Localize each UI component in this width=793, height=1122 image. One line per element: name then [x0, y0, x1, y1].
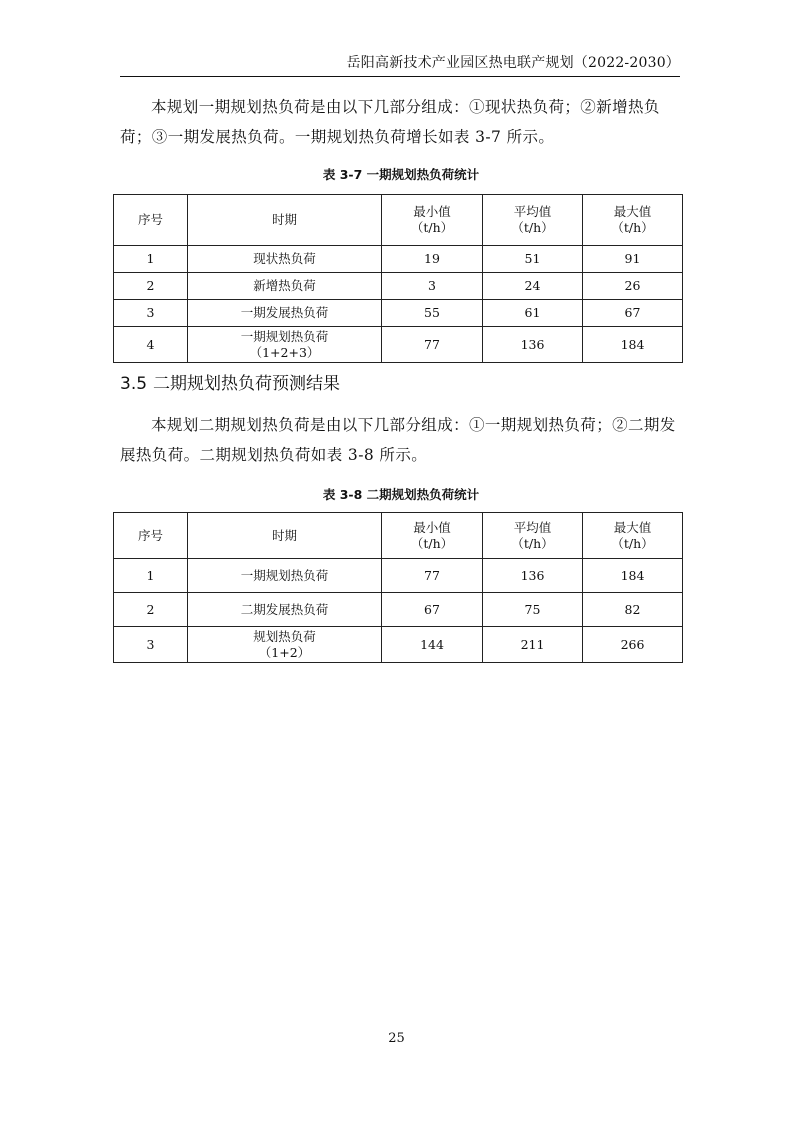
- cell-max: 184: [583, 327, 683, 363]
- cell-avg: 75: [483, 593, 583, 627]
- cell-period: 一期规划热负荷: [188, 559, 382, 593]
- col-header-period: 时期: [188, 195, 382, 246]
- cell-no: 1: [114, 246, 188, 273]
- cell-max: 266: [583, 627, 683, 663]
- cell-no: 3: [114, 627, 188, 663]
- section-title: 二期规划热负荷预测结果: [153, 374, 341, 394]
- table-row: [114, 273, 683, 300]
- cell-min: 19: [382, 246, 483, 273]
- cell-min: 77: [382, 559, 483, 593]
- table-row: [114, 627, 683, 663]
- cell-avg: 61: [483, 300, 583, 327]
- col-header-max: 最大值 （t/h）: [583, 195, 683, 246]
- table-3-7-caption: 表 3-7 一期规划热负荷统计: [322, 167, 480, 182]
- cell-no: 3: [114, 300, 188, 327]
- paragraph-intro-phase2: 本规划二期规划热负荷是由以下几部分组成：①一期规划热负荷；②二期发展热负荷。二期规划热负荷如表 3-8 所示。: [120, 416, 676, 464]
- table-row: [114, 593, 683, 627]
- col-header-avg: 平均值 （t/h）: [483, 513, 583, 559]
- cell-period: 二期发展热负荷: [188, 593, 382, 627]
- section-number: 3.5: [120, 374, 148, 394]
- table-3-8-caption: 表 3-8 二期规划热负荷统计: [322, 487, 480, 502]
- table-header-row: [114, 195, 683, 246]
- table-row: [114, 246, 683, 273]
- col-header-avg: 平均值 （t/h）: [483, 195, 583, 246]
- cell-min: 144: [382, 627, 483, 663]
- cell-no: 2: [114, 593, 188, 627]
- cell-max: 67: [583, 300, 683, 327]
- cell-no: 1: [114, 559, 188, 593]
- running-header: 岳阳高新技术产业园区热电联产规划（2022-2030）: [346, 55, 680, 71]
- cell-max: 184: [583, 559, 683, 593]
- col-header-min: 最小值 （t/h）: [382, 513, 483, 559]
- cell-min: 3: [382, 273, 483, 300]
- table-row: [114, 327, 683, 363]
- paragraph-intro-phase1: 本规划一期规划热负荷是由以下几部分组成：①现状热负荷；②新增热负荷；③一期发展热负荷。一期规划热负荷增长如表 3-7 所示。: [120, 98, 660, 146]
- cell-period: 新增热负荷: [188, 273, 382, 300]
- section-heading: [120, 372, 340, 396]
- table-row: [114, 559, 683, 593]
- cell-max: 91: [583, 246, 683, 273]
- cell-avg: 51: [483, 246, 583, 273]
- col-header-max: 最大值 （t/h）: [583, 513, 683, 559]
- cell-avg: 211: [483, 627, 583, 663]
- cell-period: 规划热负荷 （1+2）: [188, 627, 382, 663]
- cell-max: 26: [583, 273, 683, 300]
- table-3-7: [113, 194, 683, 363]
- col-header-no: 序号: [114, 195, 188, 246]
- cell-min: 67: [382, 593, 483, 627]
- cell-period: 一期规划热负荷 （1+2+3）: [188, 327, 382, 363]
- header-rule: [120, 76, 680, 77]
- cell-avg: 136: [483, 327, 583, 363]
- cell-max: 82: [583, 593, 683, 627]
- col-header-min: 最小值 （t/h）: [382, 195, 483, 246]
- cell-period: 现状热负荷: [188, 246, 382, 273]
- cell-avg: 24: [483, 273, 583, 300]
- table-header-row: [114, 513, 683, 559]
- cell-min: 55: [382, 300, 483, 327]
- page-number: 25: [388, 1031, 405, 1046]
- col-header-no: 序号: [114, 513, 188, 559]
- cell-period: 一期发展热负荷: [188, 300, 382, 327]
- table-3-8: [113, 512, 683, 663]
- cell-avg: 136: [483, 559, 583, 593]
- cell-no: 2: [114, 273, 188, 300]
- col-header-period: 时期: [188, 513, 382, 559]
- table-row: [114, 300, 683, 327]
- cell-no: 4: [114, 327, 188, 363]
- cell-min: 77: [382, 327, 483, 363]
